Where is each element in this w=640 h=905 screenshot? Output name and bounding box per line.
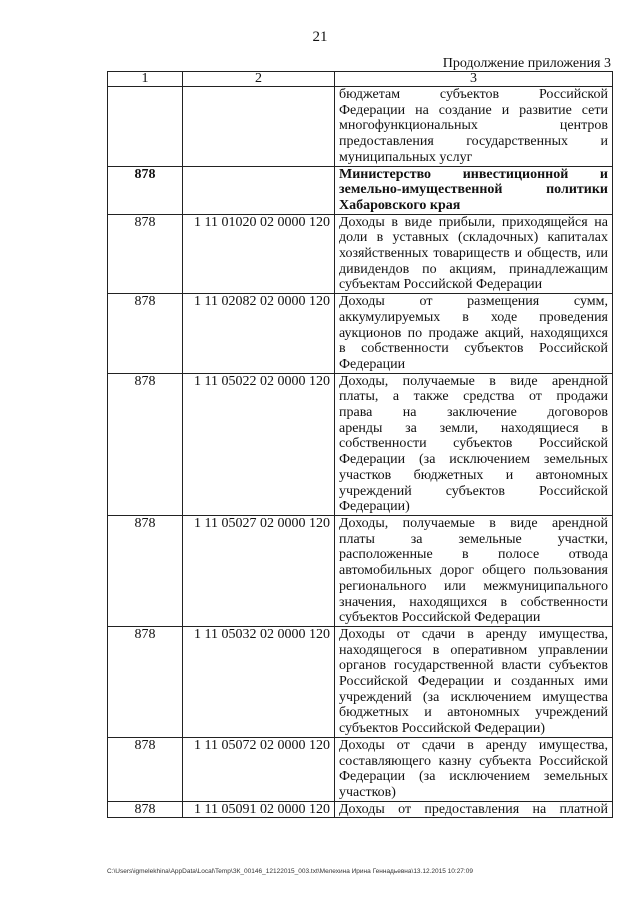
budget-code-cell	[183, 166, 335, 214]
budget-code-cell: 1 11 01020 02 0000 120	[183, 214, 335, 294]
description-line: Доходы, получаемые в виде арендной	[339, 373, 608, 389]
description-cell	[335, 801, 613, 818]
continuation-note: Продолжение приложения 3	[442, 56, 611, 71]
description-line: субъектам Российской Федерации	[339, 277, 543, 293]
description-line: в собственности субъектов Российской	[339, 341, 608, 357]
description-line: собственности субъектов Российской	[339, 436, 608, 452]
description-line: участков бюджетных и автономных	[339, 467, 608, 483]
admin-code-cell: 878	[108, 166, 183, 214]
table-row	[108, 515, 613, 626]
table-row	[108, 373, 613, 515]
description-line: дивидендов по акциям, принадлежащим	[339, 261, 608, 277]
description-line: Доходы от сдачи в аренду имущества,	[339, 737, 608, 753]
description-line: платы за земельные участки,	[339, 531, 608, 547]
description-line: Доходы, получаемые в виде арендной	[339, 515, 608, 531]
description-line: многофункциональных центров	[339, 118, 608, 134]
table-header-row	[108, 72, 613, 87]
description-line: бюджетам субъектов Российской	[339, 87, 608, 102]
description-line: Хабаровского края	[339, 197, 461, 213]
description-line: Российской Федерации и созданных ими	[339, 674, 608, 690]
description-line: платы, а также средства от продажи	[339, 389, 608, 405]
budget-code-cell	[183, 87, 335, 167]
header-col-1: 1	[108, 72, 183, 87]
admin-code-cell: 878	[108, 214, 183, 294]
file-path-footer: C:\Users\igmelekhina\AppData\Local\Temp\ЗК_00146_12122015_003.txt\Мелехина Ирина Геннадьевна\13.12.2015 10:27:09	[107, 868, 473, 875]
description-line: аккумулируемых в ходе проведения	[339, 309, 608, 325]
admin-code-cell: 878	[108, 373, 183, 515]
budget-code-cell: 1 11 05022 02 0000 120	[183, 373, 335, 515]
description-line: предоставления государственных и	[339, 134, 608, 150]
ministry-row	[108, 166, 613, 214]
description-line: Доходы в виде прибыли, приходящейся на	[339, 214, 608, 230]
budget-code-cell: 1 11 02082 02 0000 120	[183, 294, 335, 374]
description-line: составляющего казну субъекта Российской	[339, 753, 608, 769]
description-line: Федерации)	[339, 499, 410, 515]
header-col-3: 3	[335, 72, 613, 87]
budget-code-cell: 1 11 05091 02 0000 120	[183, 801, 335, 818]
table-row	[108, 737, 613, 801]
description-line: субъектов Российской Федерации	[339, 610, 541, 626]
description-line: органов государственной власти субъектов	[339, 658, 608, 674]
description-line: права на заключение договоров	[339, 405, 608, 421]
description-line: доли в уставных (складочных) капиталах	[339, 230, 608, 246]
table-row	[108, 626, 613, 737]
budget-code-cell: 1 11 05072 02 0000 120	[183, 737, 335, 801]
description-cell	[335, 737, 613, 801]
description-line: аукционов по продаже акций, находящихся	[339, 325, 608, 341]
description-cell	[335, 294, 613, 374]
admin-code-cell: 878	[108, 737, 183, 801]
description-line: значения, находящихся в собственности	[339, 594, 608, 610]
description-line: Федерации	[339, 356, 406, 372]
description-line: находящегося в оперативном управлении	[339, 642, 608, 658]
admin-code-cell: 878	[108, 515, 183, 626]
description-line: расположенные в полосе отвода	[339, 547, 608, 563]
table-body	[108, 72, 613, 818]
description-line: земельно-имущественной политики	[339, 182, 608, 198]
description-cell	[335, 166, 613, 214]
description-line: аренды за земли, находящиеся в	[339, 420, 608, 436]
admin-code-cell: 878	[108, 626, 183, 737]
description-line: Доходы от размещения сумм,	[339, 294, 608, 310]
description-line: муниципальных услуг	[339, 149, 473, 165]
admin-code-cell: 878	[108, 294, 183, 374]
description-cell	[335, 515, 613, 626]
description-line: участков)	[339, 784, 396, 800]
admin-code-cell: 878	[108, 801, 183, 818]
description-line: Доходы от сдачи в аренду имущества,	[339, 626, 608, 642]
description-cell	[335, 214, 613, 294]
description-line: регионального или межмуниципального	[339, 578, 608, 594]
page-number: 21	[312, 29, 328, 45]
description-line: автомобильных дорог общего пользования	[339, 563, 608, 579]
budget-code-cell: 1 11 05032 02 0000 120	[183, 626, 335, 737]
description-cell	[335, 373, 613, 515]
revenue-table	[107, 71, 613, 818]
budget-code-cell: 1 11 05027 02 0000 120	[183, 515, 335, 626]
description-line: Федерации (за исключением земельных	[339, 769, 608, 785]
header-col-2: 2	[183, 72, 335, 87]
table-row	[108, 801, 613, 818]
description-line: Доходы от предоставления на платной	[339, 801, 608, 817]
description-line: Министерство инвестиционной и	[339, 166, 608, 182]
description-cell	[335, 626, 613, 737]
description-line: субъектов Российской Федерации)	[339, 721, 546, 737]
description-line: бюджетных и автономных учреждений	[339, 705, 608, 721]
admin-code-cell	[108, 87, 183, 167]
description-line: учреждений субъектов Российской	[339, 483, 608, 499]
table-row	[108, 87, 613, 167]
table-row	[108, 214, 613, 294]
description-line: Федерации на создание и развитие сети	[339, 102, 608, 118]
description-cell	[335, 87, 613, 167]
description-line: Федерации (за исключением земельных	[339, 452, 608, 468]
description-line: хозяйственных товариществ и обществ, или	[339, 246, 608, 262]
description-line: учреждений (за исключением имущества	[339, 689, 608, 705]
table-row	[108, 294, 613, 374]
